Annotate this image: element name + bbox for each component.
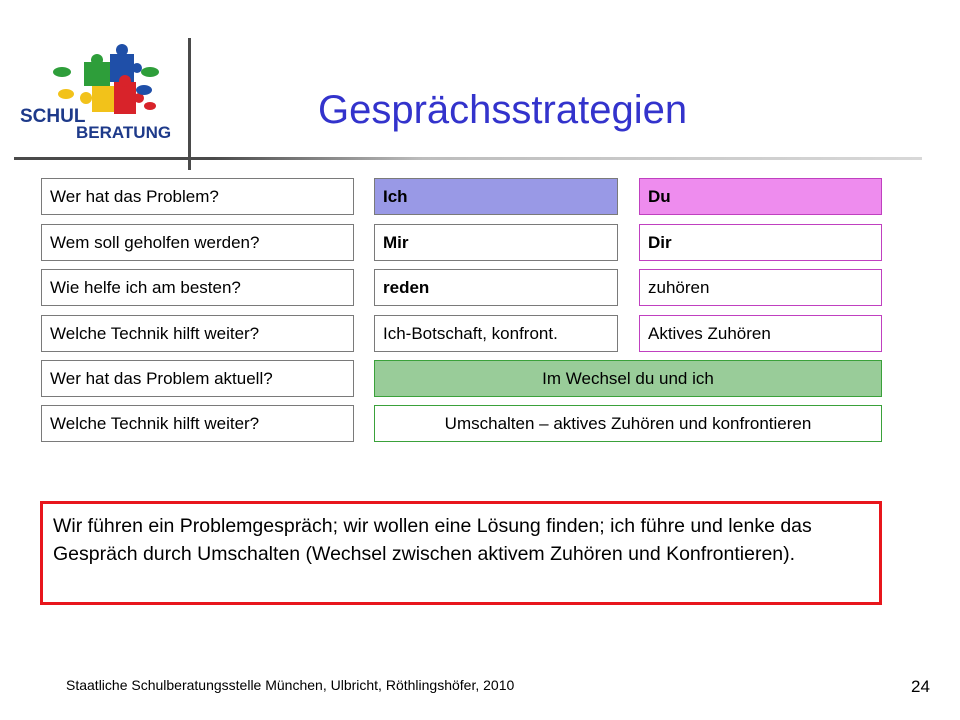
question-cell: Welche Technik hilft weiter? [41, 405, 354, 442]
ich-cell: Ich [374, 178, 618, 215]
schulberatung-logo [18, 40, 178, 150]
puzzle-logo-icon [18, 40, 178, 150]
question-cell: Welche Technik hilft weiter? [41, 315, 354, 352]
ich-cell: reden [374, 269, 618, 306]
page-title: Gesprächsstrategien [318, 88, 688, 132]
question-cell: Wie helfe ich am besten? [41, 269, 354, 306]
du-cell: Aktives Zuhören [639, 315, 882, 352]
logo-text-beratung: BERATUNG [76, 123, 172, 142]
question-cell: Wem soll geholfen werden? [41, 224, 354, 261]
combined-cell: Im Wechsel du und ich [374, 360, 882, 397]
question-cell: Wer hat das Problem? [41, 178, 354, 215]
logo-text-schul: SCHUL [20, 106, 86, 127]
summary-note: Wir führen ein Problemgespräch; wir wollen eine Lösung finden; ich führe und lenke das Gespräch durch Umschalten (Wechsel zwischen aktivem Zuhören und Konfrontieren). [40, 501, 882, 605]
du-cell: zuhören [639, 269, 882, 306]
page-number: 24 [911, 677, 930, 696]
logo-divider-vertical [188, 38, 191, 170]
du-cell: Du [639, 178, 882, 215]
ich-cell: Ich-Botschaft, konfront. [374, 315, 618, 352]
footer-credit: Staatliche Schulberatungsstelle München, Ulbricht, Röthlingshöfer, 2010 [66, 677, 515, 693]
ich-cell: Mir [374, 224, 618, 261]
question-cell: Wer hat das Problem aktuell? [41, 360, 354, 397]
header-divider [14, 157, 922, 160]
combined-cell: Umschalten – aktives Zuhören und konfrontieren [374, 405, 882, 442]
du-cell: Dir [639, 224, 882, 261]
